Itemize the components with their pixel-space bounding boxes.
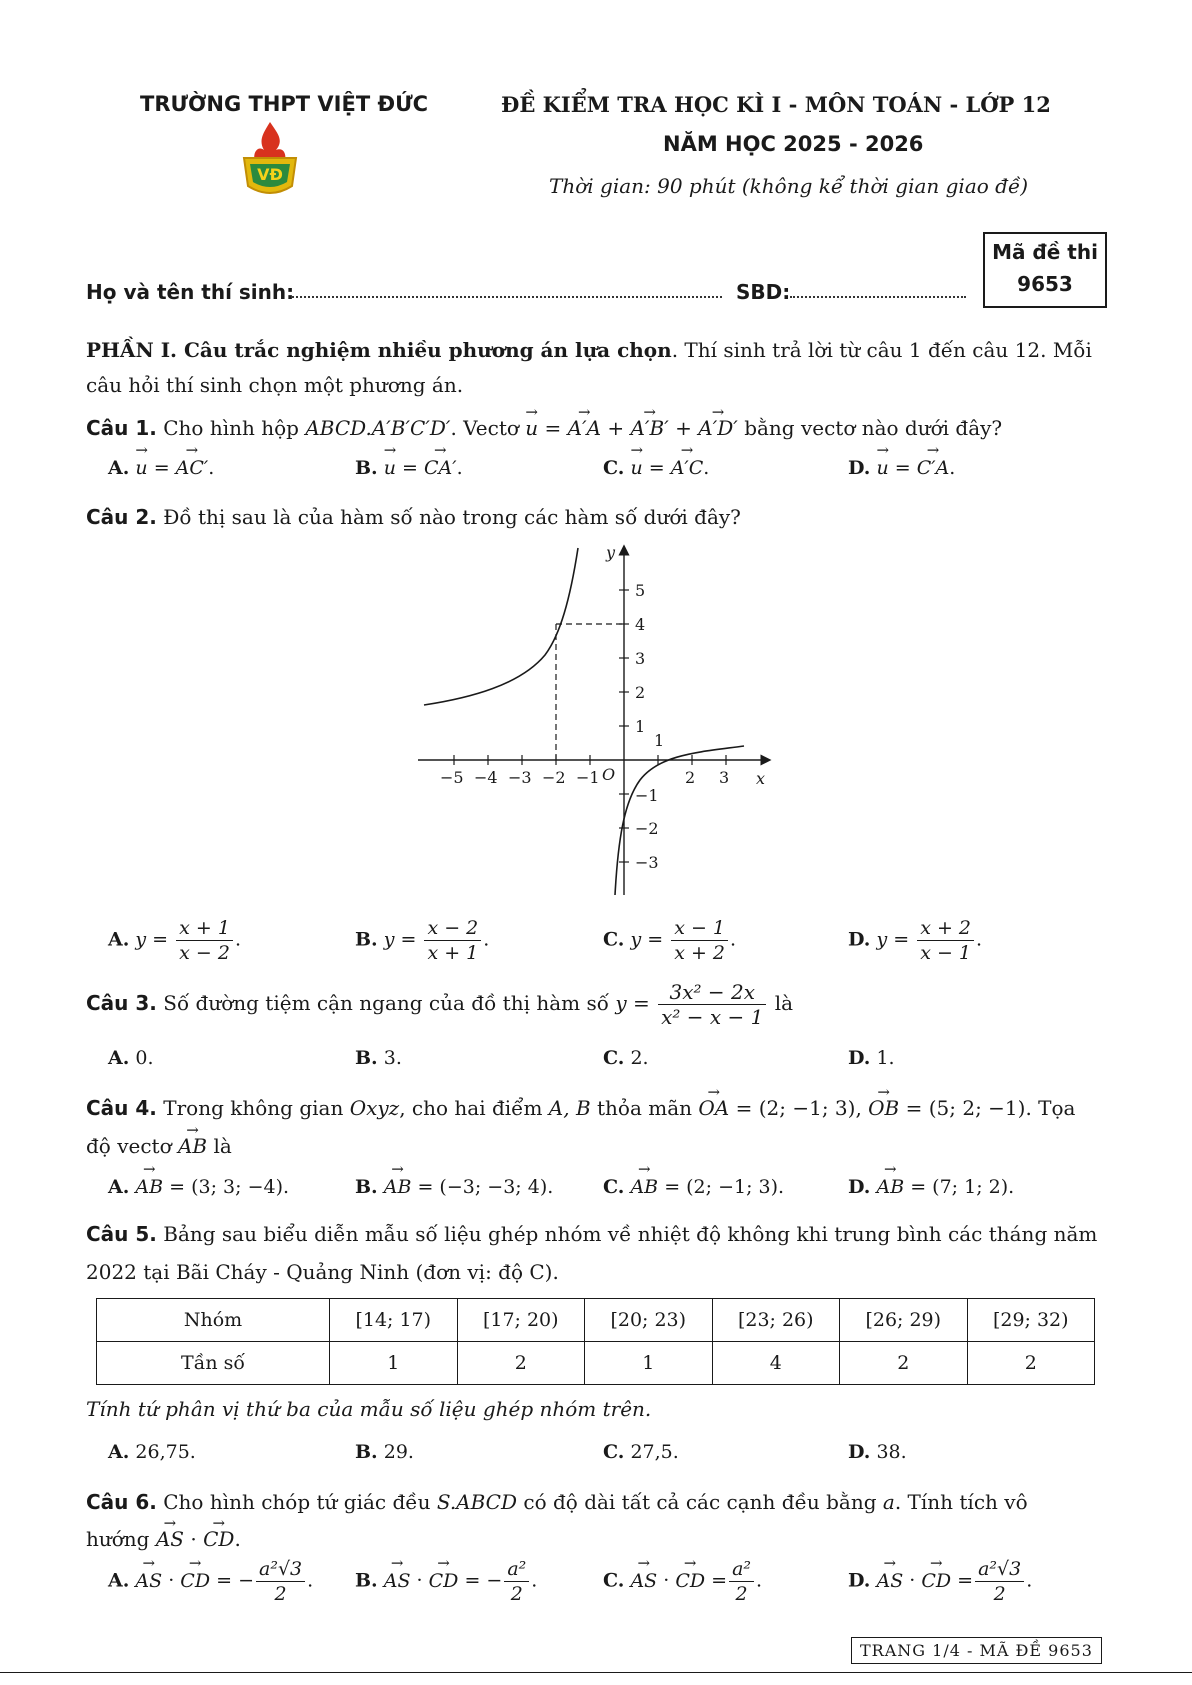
- table-row: [97, 1299, 1095, 1342]
- q6-label: Câu 6.: [86, 1490, 157, 1514]
- part1-heading: [86, 333, 1106, 367]
- q5-option-d[interactable]: [848, 1441, 907, 1463]
- table-cell: 2: [967, 1342, 1095, 1385]
- q1-option-b-u: → u: [384, 457, 396, 479]
- y-tick-label: 2: [635, 683, 646, 702]
- x-tick-label: −3: [508, 768, 532, 787]
- q2-option-d-num: x + 2: [917, 916, 974, 941]
- q5-option-c-label: C.: [603, 1441, 625, 1463]
- q1-vec-1: → A′A: [568, 411, 601, 445]
- q6-option-d-den: 2: [993, 1583, 1006, 1605]
- q6-option-d-label: D.: [848, 1569, 871, 1592]
- table-cell: [14; 17): [330, 1299, 458, 1342]
- q1-text-c: bằng vectơ nào dưới đây?: [744, 416, 1003, 440]
- q3-option-b-value: 3.: [383, 1047, 402, 1069]
- q6-option-d-sign: =: [957, 1569, 974, 1592]
- q4-ob: = (5; 2; −1). Tọa: [905, 1096, 1076, 1120]
- frequency-table: [96, 1298, 1095, 1385]
- q1-option-b-label: B.: [355, 457, 378, 479]
- q5-line1: Bảng sau biểu diễn mẫu số liệu ghép nhóm về nhiệt độ không khi trung bình các tháng năm: [163, 1222, 1098, 1246]
- q3-den: x² − x − 1: [661, 1005, 764, 1029]
- q4-option-b-value: = (−3; −3; 4).: [417, 1176, 554, 1198]
- school-name: TRƯỜNG THPT VIỆT ĐỨC: [140, 92, 429, 116]
- q1-vec-u: → u: [525, 411, 538, 445]
- school-logo: [238, 120, 302, 202]
- q6-option-d-num: a²√3: [975, 1557, 1024, 1582]
- q5-label: Câu 5.: [86, 1222, 157, 1246]
- q4-option-b-label: B.: [355, 1176, 378, 1198]
- q5-question: Tính tứ phân vị thứ ba của mẫu số liệu ghép nhóm trên.: [86, 1397, 652, 1421]
- table-cell: [20; 23): [585, 1299, 713, 1342]
- q2-option-b[interactable]: B. y = $\frac{x - 2}{x + 1}$ .: [355, 917, 490, 964]
- part1-intro2: câu hỏi thí sinh chọn một phương án.: [86, 373, 464, 397]
- x-tick-label: 3: [719, 768, 730, 787]
- table-cell: 4: [712, 1342, 840, 1385]
- q1-vec-3: → A′D′: [698, 411, 738, 445]
- q3-option-d-label: D.: [848, 1047, 871, 1069]
- exam-time: Thời gian: 90 phút (không kể thời gian giao đề): [549, 174, 1029, 198]
- q6-option-a-num: a²√3: [256, 1557, 305, 1582]
- q6-line2: hướng: [86, 1527, 150, 1551]
- q2-option-d-label: D.: [848, 928, 871, 951]
- question-5: [86, 1217, 1097, 1251]
- table-cell: [23; 26): [712, 1299, 840, 1342]
- q1-text-a: Cho hình hộp: [163, 416, 299, 440]
- q1-option-a-u: → u: [135, 457, 147, 479]
- question-5-line2: 2022 tại Bãi Cháy - Quảng Ninh (đơn vị: độ C).: [86, 1260, 559, 1284]
- q4-option-b[interactable]: B. → AB = (−3; −3; 4).: [355, 1176, 553, 1198]
- q1-option-a-vec: → AC′: [176, 457, 209, 479]
- q2-option-c-num: x − 1: [671, 916, 728, 941]
- student-name-label: Họ và tên thí sinh:: [86, 280, 295, 304]
- q2-option-b-label: B.: [355, 928, 378, 951]
- q5-option-b-label: B.: [355, 1441, 378, 1463]
- q6-option-d-end: .: [1026, 1569, 1033, 1592]
- q4-option-c-label: C.: [603, 1176, 625, 1198]
- q1-option-c-vec: → A′C: [671, 457, 704, 479]
- q1-option-c-u: → u: [630, 457, 642, 479]
- q4-option-d-value: = (7; 1; 2).: [910, 1176, 1015, 1198]
- q4-space: Oxyz: [349, 1096, 400, 1120]
- q2-option-b-num: x − 2: [424, 916, 481, 941]
- q2-text: Đồ thị sau là của hàm số nào trong các hàm số dưới đây?: [163, 505, 741, 529]
- y-tick-label: −3: [635, 853, 659, 872]
- q6-shape: S.ABCD: [436, 1490, 518, 1514]
- exam-code: 9653: [1017, 272, 1073, 296]
- table-cell: 1: [330, 1342, 458, 1385]
- q6-option-b[interactable]: B. → AS · → CD = − $\frac{\text{a²}}{2}$ .: [355, 1557, 537, 1606]
- q1-text-b: . Vectơ: [450, 416, 519, 440]
- q6-option-c[interactable]: C. → AS · → CD = $\frac{\text{a²}}{2}$ .: [603, 1557, 762, 1606]
- q1-option-d-vec: → C′A: [917, 457, 950, 479]
- q6-option-b-sign: = −: [464, 1569, 503, 1592]
- q2-option-b-den: x + 1: [427, 942, 479, 964]
- q2-option-c-label: C.: [603, 928, 625, 951]
- q4-oa: = (2; −1; 3),: [735, 1096, 862, 1120]
- q3-option-b[interactable]: [355, 1047, 402, 1069]
- logo-text: VĐ: [257, 165, 283, 184]
- q2-option-c-den: x + 2: [674, 942, 725, 964]
- question-4: Câu 4. Trong không gian Oxyz, cho hai điểm A, B thỏa mãn → OA = (2; −1; 3), → OB = (5; 2; −1). Tọa: [86, 1091, 1075, 1125]
- part1-intro: . Thí sinh trả lời từ câu 1 đến câu 12. Mỗi: [671, 338, 1092, 362]
- q5-option-b[interactable]: [355, 1441, 414, 1463]
- question-6-line2: hướng → AS · → CD.: [86, 1522, 241, 1556]
- q1-option-b-vec: → CA′: [424, 457, 457, 479]
- q2-option-d-den: x − 1: [920, 942, 972, 964]
- q6-option-b-num: a²: [504, 1557, 529, 1582]
- table-cell: [17; 20): [457, 1299, 585, 1342]
- q3-option-c[interactable]: [603, 1047, 649, 1069]
- q3-num: 3x² − 2x: [658, 980, 766, 1005]
- sbd-field[interactable]: [790, 296, 966, 298]
- q1-option-c[interactable]: C. → u = → A′C.: [603, 457, 709, 479]
- table-head-cell: Nhóm: [97, 1299, 330, 1342]
- q5-option-c-value: 27,5.: [630, 1441, 679, 1463]
- q3-option-a[interactable]: [108, 1047, 154, 1069]
- q4-option-a-value: = (3; 3; −4).: [169, 1176, 290, 1198]
- y-tick-label: −2: [635, 819, 659, 838]
- x-axis-label: x: [756, 769, 766, 788]
- x-tick-label: −2: [542, 768, 566, 787]
- q3-option-c-label: C.: [603, 1047, 625, 1069]
- q4-option-d[interactable]: D. → AB = (7; 1; 2).: [848, 1176, 1014, 1198]
- origin-label: O: [602, 765, 616, 784]
- x-tick-label: −4: [474, 768, 498, 787]
- q6-option-c-den: 2: [735, 1583, 748, 1605]
- q4-points: A, B: [548, 1096, 591, 1120]
- x-tick-label: −1: [576, 768, 600, 787]
- table-cell: 2: [840, 1342, 968, 1385]
- q6-option-a-den: 2: [274, 1583, 287, 1605]
- q2-label: Câu 2.: [86, 505, 157, 529]
- x-tick-label: −5: [440, 768, 464, 787]
- sbd-label: SBD:: [736, 280, 791, 304]
- curve-left-branch: [424, 548, 578, 705]
- q6-option-a-end: .: [307, 1569, 314, 1592]
- q3-option-d-value: 1.: [876, 1047, 895, 1069]
- y-tick-label: 4: [635, 615, 646, 634]
- y-axis-label: y: [606, 543, 616, 562]
- q6-option-c-num: a²: [729, 1557, 754, 1582]
- y-tick-label: −1: [635, 786, 659, 805]
- student-name-field[interactable]: [292, 296, 722, 298]
- q4-label: Câu 4.: [86, 1096, 157, 1120]
- q2-option-c[interactable]: C. y = $\frac{x - 1}{x + 2}$ .: [603, 917, 737, 964]
- q3-option-c-value: 2.: [630, 1047, 649, 1069]
- table-cell: 1: [585, 1342, 713, 1385]
- function-graph: [410, 540, 790, 900]
- bottom-rule: [0, 1672, 1192, 1673]
- q1-option-b[interactable]: B. → u = → CA′.: [355, 457, 463, 479]
- q3-option-a-label: A.: [108, 1047, 130, 1069]
- part1-title: PHẦN I. Câu trắc nghiệm nhiều phương án lựa chọn: [86, 338, 672, 362]
- y-tick-label: 3: [635, 649, 646, 668]
- question-4-line2: độ vectơ → AB là: [86, 1129, 232, 1163]
- q2-option-a[interactable]: A. y = $\frac{x + 1}{x - 2}$ .: [108, 917, 241, 964]
- q2-option-a-num: x + 1: [176, 916, 233, 941]
- q4-text-b: , cho hai điểm: [399, 1096, 543, 1120]
- table-head-cell: Tần số: [97, 1342, 330, 1385]
- q3-option-d[interactable]: [848, 1047, 895, 1069]
- q5-option-d-value: 38.: [876, 1441, 907, 1463]
- q2-option-a-den: x − 2: [179, 942, 230, 964]
- q1-label: Câu 1.: [86, 416, 157, 440]
- q3-label: Câu 3.: [86, 991, 157, 1015]
- q5-option-a-label: A.: [108, 1441, 130, 1463]
- q6-option-d[interactable]: D. → AS · → CD = $\frac{\text{a²√3}}{2}$ .: [848, 1557, 1032, 1606]
- q4-text-a: Trong không gian: [163, 1096, 344, 1120]
- q3-text: Số đường tiệm cận ngang của đồ thị hàm số: [163, 991, 609, 1015]
- q6-text-a: Cho hình chóp tứ giác đều: [163, 1490, 431, 1514]
- q6-option-a-label: A.: [108, 1569, 130, 1592]
- q3-option-b-label: B.: [355, 1047, 378, 1069]
- q6-option-c-sign: =: [711, 1569, 728, 1592]
- q6-option-b-end: .: [531, 1569, 538, 1592]
- question-2: [86, 500, 741, 534]
- q4-option-a-label: A.: [108, 1176, 130, 1198]
- q6-option-b-den: 2: [510, 1583, 523, 1605]
- q6-option-c-end: .: [756, 1569, 763, 1592]
- question-1: Câu 1. Cho hình hộp ABCD.A′B′C′D′. Vectơ → u = → A′A + → A′B′ + → A′D′ bằng vectơ nào dưới đây?: [86, 411, 1106, 445]
- q4-option-c[interactable]: C. → AB = (2; −1; 3).: [603, 1176, 784, 1198]
- q1-option-c-label: C.: [603, 457, 625, 479]
- q6-option-a-sign: = −: [216, 1569, 254, 1592]
- y-tick-label: 5: [635, 581, 646, 600]
- q4-option-c-value: = (2; −1; 3).: [664, 1176, 785, 1198]
- q5-option-a[interactable]: [108, 1441, 196, 1463]
- q4-line2-tail: là: [213, 1134, 232, 1158]
- q1-shape: ABCD.A′B′C′D′: [305, 416, 451, 440]
- q5-option-b-value: 29.: [383, 1441, 414, 1463]
- table-cell: 2: [457, 1342, 585, 1385]
- table-cell: [29; 32): [967, 1299, 1095, 1342]
- q1-option-a-label: A.: [108, 457, 130, 479]
- q1-option-d-label: D.: [848, 457, 871, 479]
- q2-option-d[interactable]: D. y = $\frac{x + 2}{x - 1}$ .: [848, 917, 983, 964]
- school-year: NĂM HỌC 2025 - 2026: [663, 132, 924, 156]
- q5-option-c[interactable]: [603, 1441, 679, 1463]
- q3-tail: là: [774, 991, 794, 1015]
- exam-title: ĐỀ KIỂM TRA HỌC KÌ I - MÔN TOÁN - LỚP 12: [501, 92, 1051, 117]
- q2-option-a-label: A.: [108, 928, 130, 951]
- table-row: [97, 1342, 1095, 1385]
- question-3: Câu 3. Số đường tiệm cận ngang của đồ thị hàm số y = $\frac{\text{3x² − 2x}}{\text{x² − x − 1}}$ là: [86, 980, 794, 1029]
- q1-option-d-u: → u: [876, 457, 888, 479]
- q6-option-a[interactable]: A. → AS · → CD = − $\frac{\text{a²√3}}{2}$ .: [108, 1557, 313, 1606]
- q5-option-d-label: D.: [848, 1441, 871, 1463]
- exam-code-label: Mã đề thi: [992, 240, 1098, 264]
- page-footer: TRANG 1/4 - MÃ ĐỀ 9653: [851, 1637, 1102, 1664]
- q4-line2: độ vectơ: [86, 1134, 172, 1158]
- q6-option-c-label: C.: [603, 1569, 625, 1592]
- q3-option-a-value: 0.: [135, 1047, 154, 1069]
- q1-option-a[interactable]: A. → u = → AC′.: [108, 457, 214, 479]
- q4-option-a[interactable]: A. → AB = (3; 3; −4).: [108, 1176, 289, 1198]
- q4-text-c: thỏa mãn: [597, 1096, 693, 1120]
- q6-text-b: có độ dài tất cả các cạnh đều bằng: [523, 1490, 877, 1514]
- table-cell: [26; 29): [840, 1299, 968, 1342]
- exam-code-box: [983, 232, 1107, 308]
- q1-option-d[interactable]: D. → u = → C′A.: [848, 457, 955, 479]
- x-one-label: 1: [654, 731, 665, 750]
- q6-text-c: . Tính tích vô: [894, 1490, 1028, 1514]
- q6-option-b-label: B.: [355, 1569, 378, 1592]
- x-tick-label: 2: [685, 768, 696, 787]
- y-tick-label: 1: [635, 717, 646, 736]
- q1-vec-2: → A′B′: [631, 411, 669, 445]
- q5-option-a-value: 26,75.: [135, 1441, 196, 1463]
- q6-a: a: [882, 1490, 895, 1514]
- q4-option-d-label: D.: [848, 1176, 871, 1198]
